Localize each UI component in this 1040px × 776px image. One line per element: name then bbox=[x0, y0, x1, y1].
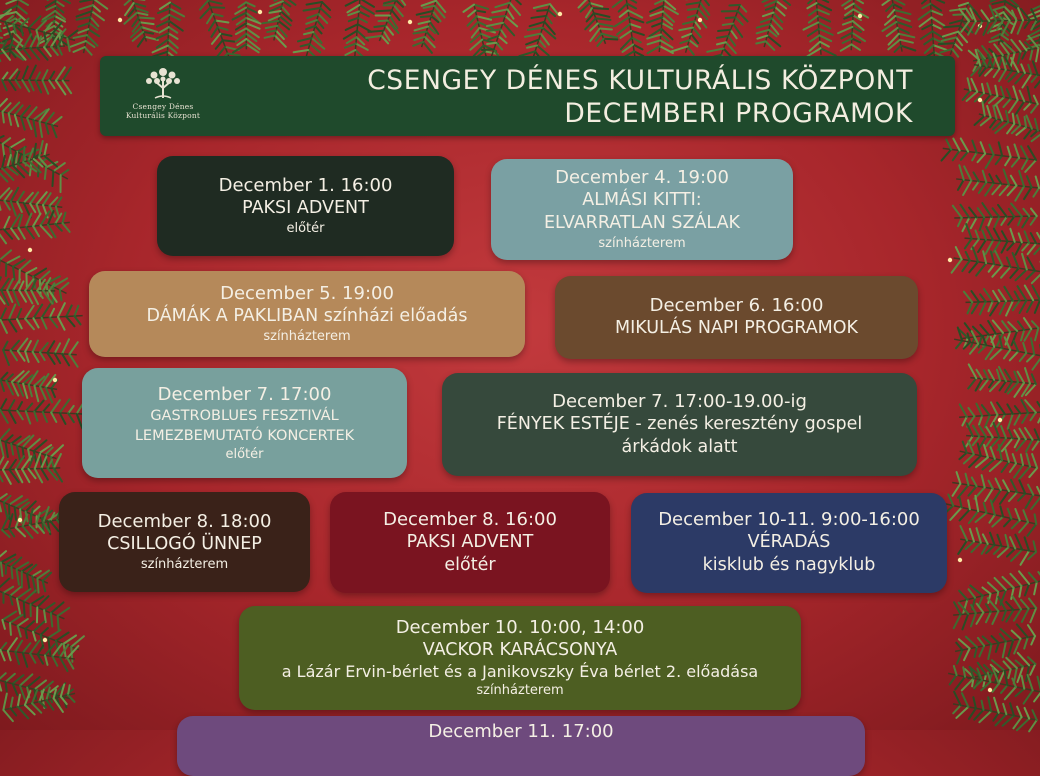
event-card-dec1 bbox=[157, 156, 454, 256]
event-subtitle: a Lázár Ervin-bérlet és a Janikovszky Éva bérlet 2. előadása bbox=[282, 662, 758, 682]
event-place: színházterem bbox=[598, 235, 685, 252]
event-title: VACKOR KARÁCSONYA bbox=[423, 639, 618, 662]
event-title-line2: LEMEZBEMUTATÓ KONCERTEK bbox=[135, 426, 354, 446]
event-date: December 11. 17:00 bbox=[428, 721, 613, 743]
event-card-dec8-advent bbox=[330, 492, 610, 593]
event-place: előtér bbox=[225, 446, 263, 463]
event-date: December 10. 10:00, 14:00 bbox=[396, 617, 645, 639]
event-place: színházterem bbox=[141, 556, 228, 573]
event-place: színházterem bbox=[476, 682, 563, 699]
event-place: kisklub és nagyklub bbox=[703, 554, 876, 577]
event-date: December 6. 16:00 bbox=[650, 295, 824, 317]
event-card-dec4 bbox=[491, 159, 793, 260]
event-place: előtér bbox=[286, 220, 324, 237]
event-card-dec5 bbox=[89, 271, 525, 357]
event-date: December 5. 19:00 bbox=[220, 283, 394, 305]
event-card-dec6 bbox=[555, 276, 918, 359]
event-date: December 1. 16:00 bbox=[219, 175, 393, 197]
event-card-dec11 bbox=[177, 716, 865, 776]
event-card-dec8-csillogo bbox=[59, 492, 310, 592]
event-title-line1: GASTROBLUES FESZTIVÁL bbox=[150, 406, 338, 426]
event-title: VÉRADÁS bbox=[748, 531, 831, 554]
event-title-line2: árkádok alatt bbox=[621, 436, 737, 459]
page-title bbox=[367, 64, 913, 130]
event-place: előtér bbox=[444, 554, 495, 577]
event-date: December 8. 18:00 bbox=[98, 511, 272, 533]
event-title: DÁMÁK A PAKLIBAN színházi előadás bbox=[147, 305, 468, 328]
event-date: December 10-11. 9:00-16:00 bbox=[658, 509, 920, 531]
event-title: MIKULÁS NAPI PROGRAMOK bbox=[615, 317, 858, 340]
event-card-dec7-fenyek bbox=[442, 373, 917, 476]
logo bbox=[112, 64, 214, 128]
event-title-line2: ELVARRATLAN SZÁLAK bbox=[544, 212, 740, 235]
event-card-dec10 bbox=[239, 606, 801, 710]
event-title: CSILLOGÓ ÜNNEP bbox=[107, 533, 262, 556]
event-date: December 4. 19:00 bbox=[555, 167, 729, 189]
header-banner bbox=[100, 56, 955, 136]
event-place: színházterem bbox=[263, 328, 350, 345]
garland-left bbox=[0, 0, 110, 730]
logo-text-line1: Csengey Dénes bbox=[112, 102, 214, 111]
tree-logo-icon bbox=[143, 66, 183, 100]
title-line2: DECEMBERI PROGRAMOK bbox=[367, 97, 913, 130]
event-date: December 7. 17:00-19.00-ig bbox=[552, 391, 807, 413]
event-card-dec7-gastroblues bbox=[82, 368, 407, 478]
event-date: December 7. 17:00 bbox=[158, 384, 332, 406]
event-title: PAKSI ADVENT bbox=[242, 197, 369, 220]
event-card-dec10-11 bbox=[631, 493, 947, 593]
event-date: December 8. 16:00 bbox=[383, 509, 557, 531]
event-title: PAKSI ADVENT bbox=[407, 531, 534, 554]
logo-text-line2: Kulturális Központ bbox=[112, 111, 214, 120]
title-line1: CSENGEY DÉNES KULTURÁLIS KÖZPONT bbox=[367, 64, 913, 97]
event-title-line1: FÉNYEK ESTÉJE - zenés keresztény gospel bbox=[497, 413, 863, 436]
event-title-line1: ALMÁSI KITTI: bbox=[582, 189, 701, 212]
